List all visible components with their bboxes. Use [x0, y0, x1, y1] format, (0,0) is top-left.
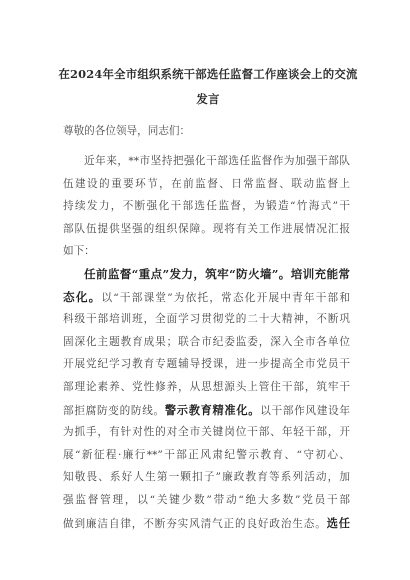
document-title — [58, 62, 358, 112]
subsection-heading: 警示教育精准化。 — [164, 402, 261, 417]
paragraph-line: 开展党纪学习教育专题辅导授课，进一步提高全市党员干 — [63, 358, 350, 371]
subsection-heading: 选任 — [326, 515, 350, 530]
paragraph-text: 以干部作风建设年 — [260, 404, 350, 417]
paragraph-line: 知敬畏、系好人生第一颗扣子”廉政教育等系列活动，加 — [63, 471, 350, 484]
paragraph-line — [63, 263, 350, 286]
section-heading: 任前监督“重点”发力，筑牢“防火墙”。 — [84, 266, 291, 281]
paragraph-text: 以“干部课堂”为依托，常态化开展中青年干部和 — [101, 291, 350, 304]
subsection-heading: 培训充能常 — [290, 266, 350, 281]
paragraph-line — [63, 286, 350, 309]
document-body — [63, 150, 350, 534]
paragraph-line: 伍建设的重要环节，在前监督、日常监督、联动监督上 — [63, 177, 350, 190]
subsection-heading: 态化。 — [63, 289, 102, 304]
salutation: 尊敬的各位领导，同志们： — [63, 125, 191, 137]
paragraph-text: 部拒腐防变的防线。 — [63, 404, 165, 417]
title-line-1: 在2024年全市组织系统干部选任监督工作座谈会上的交流 — [58, 67, 358, 81]
paragraph-line: 部队伍提供坚强的组织保障。现将有关工作进展情况汇报 — [63, 222, 350, 235]
paragraph-line: 展“新征程·廉行**”干部正风肃纪警示教育、“守初心、 — [63, 448, 350, 461]
title-line-2: 发言 — [196, 92, 220, 106]
paragraph-line — [63, 512, 350, 535]
paragraph-line: 为抓手，有针对性的对全市关键岗位干部、年轻干部，开 — [63, 426, 350, 439]
paragraph-line: 强监督管理，以“关键少数”带动“绝大多数”党员干部 — [63, 493, 350, 506]
paragraph-line: 科级干部培训班，全面学习贯彻党的二十大精神，不断巩 — [63, 313, 350, 326]
paragraph-line: 如下： — [63, 245, 95, 258]
paragraph-line: 持续发力，不断强化干部选任监督，为锻造“竹海式”干 — [63, 200, 350, 213]
paragraph-text: 做到廉洁自律，不断夯实风清气正的良好政治生态。 — [63, 517, 327, 530]
paragraph-line: 固深化主题教育成果；联合市纪委监委，深入全市各单位 — [63, 335, 350, 348]
paragraph-line: 近年来，**市坚持把强化干部选任监督作为加强干部队 — [84, 155, 350, 167]
paragraph-line — [63, 399, 350, 422]
paragraph-line: 部理论素养、党性修养，从思想源头上管住干部，筑牢干 — [63, 380, 350, 393]
